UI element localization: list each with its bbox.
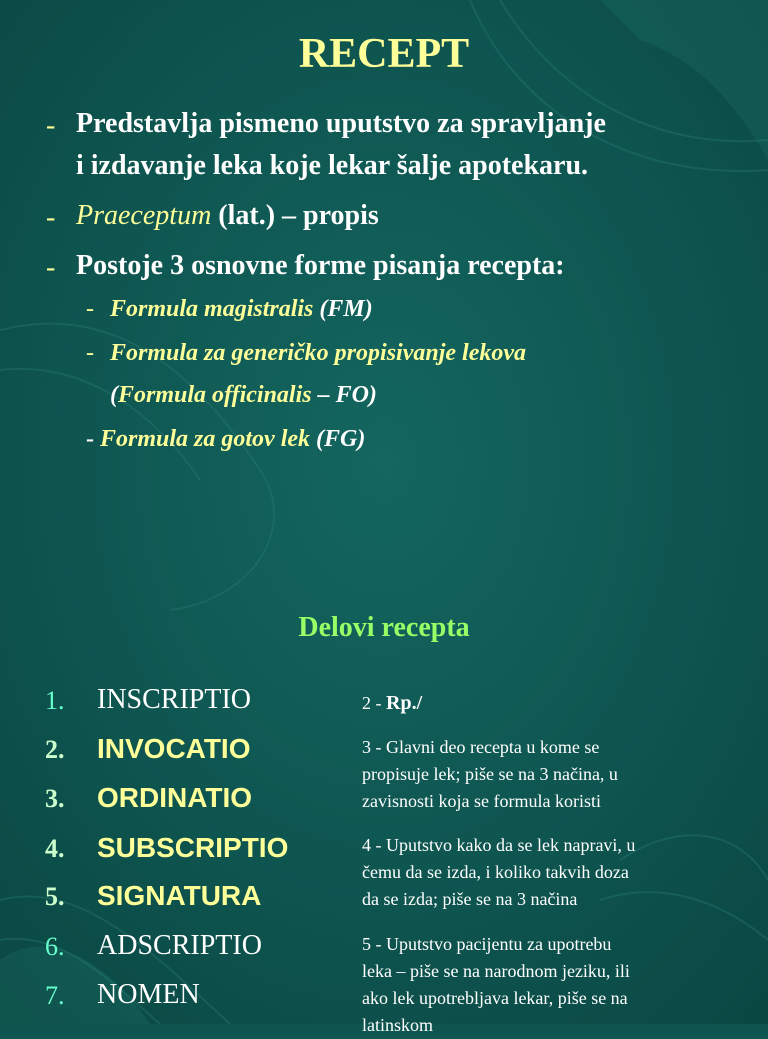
formula-abbrev: (FM): [313, 296, 373, 322]
part-number: 2.: [45, 735, 65, 764]
bullet-3: Postoje 3 osnovne forme pisanja recepta:: [76, 250, 565, 281]
formula-abbrev: – FO): [311, 382, 377, 408]
formula-abbrev: (FG): [310, 426, 366, 452]
description-2: [362, 690, 422, 717]
sub-bullet-dash: -: [86, 296, 94, 322]
description-line: da se izda; piše se na 3 načina: [362, 889, 578, 909]
part-name: INVOCATIO: [97, 733, 251, 764]
description-line: latinskom: [362, 1015, 433, 1035]
description-3: [362, 734, 618, 815]
description-number: 2 -: [362, 693, 386, 713]
description-line: 3 - Glavni deo recepta u kome se: [362, 737, 600, 757]
part-number: 7.: [45, 981, 65, 1010]
bullet-3-dash-box: [46, 252, 55, 284]
description-line: zavisnosti koja se formula koristi: [362, 791, 601, 811]
sub-bullet-3: [86, 426, 365, 453]
sub-bullet-1-text: [110, 296, 373, 323]
bullet-dash: -: [46, 202, 56, 233]
sub-bullet-2-continuation: [110, 382, 377, 409]
bullet-2-rest: (lat.) – propis: [211, 200, 379, 231]
bullet-2-dash-box: [46, 202, 55, 234]
bullet-1-line-1: Predstavlja pismeno uputstvo za spravljanje: [76, 108, 606, 139]
part-number: 1.: [45, 686, 65, 715]
part-name: ADSCRIPTIO: [97, 930, 262, 961]
part-name: NOMEN: [97, 979, 200, 1010]
formula-name: Formula officinalis: [118, 382, 312, 408]
part-number: 6.: [45, 932, 65, 961]
description-line: propisuje lek; piše se na 3 načina, u: [362, 764, 618, 784]
bullet-1: [46, 110, 55, 142]
bullet-2: [76, 200, 379, 232]
bullet-dash: -: [46, 110, 56, 141]
latin-term: Praeceptum: [76, 200, 212, 231]
description-4: [362, 832, 635, 913]
description-line: 5 - Uputstvo pacijentu za upotrebu: [362, 934, 612, 954]
description-5: [362, 931, 630, 1039]
formula-name: Formula magistralis: [110, 296, 314, 322]
description-line: leka – piše se na narodnom jeziku, ili: [362, 961, 630, 981]
slide-title: RECEPT: [298, 31, 470, 77]
part-name: SIGNATURA: [97, 880, 262, 911]
paren-open: (: [110, 382, 118, 408]
parts-heading: Delovi recepta: [298, 612, 470, 643]
formula-name: Formula za generičko propisivanje lekova: [110, 340, 526, 366]
sub-bullet-dash: -: [86, 340, 94, 366]
formula-name: Formula za gotov lek: [100, 426, 311, 452]
part-name: INSCRIPTIO: [97, 684, 252, 715]
description-line: 4 - Uputstvo kako da se lek napravi, u: [362, 835, 636, 855]
sub-bullet-dash: -: [86, 426, 100, 452]
part-name: ORDINATIO: [97, 782, 253, 813]
part-number: 3.: [45, 784, 65, 813]
description-line: čemu da se izda, i koliko takvih doza: [362, 862, 629, 882]
sub-bullet-1: [86, 296, 94, 323]
part-number: 4.: [45, 834, 65, 863]
sub-bullet-2-text: [110, 340, 526, 367]
part-name: SUBSCRIPTIO: [97, 832, 289, 863]
bullet-dash: -: [46, 252, 56, 283]
sub-bullet-2: [86, 340, 94, 367]
bullet-1-line-2: i izdavanje leka koje lekar šalje apotekaru.: [76, 150, 589, 181]
part-number: 5.: [45, 882, 65, 911]
description-text: Rp./: [386, 692, 423, 714]
description-line: ako lek upotrebljava lekar, piše se na: [362, 988, 628, 1008]
